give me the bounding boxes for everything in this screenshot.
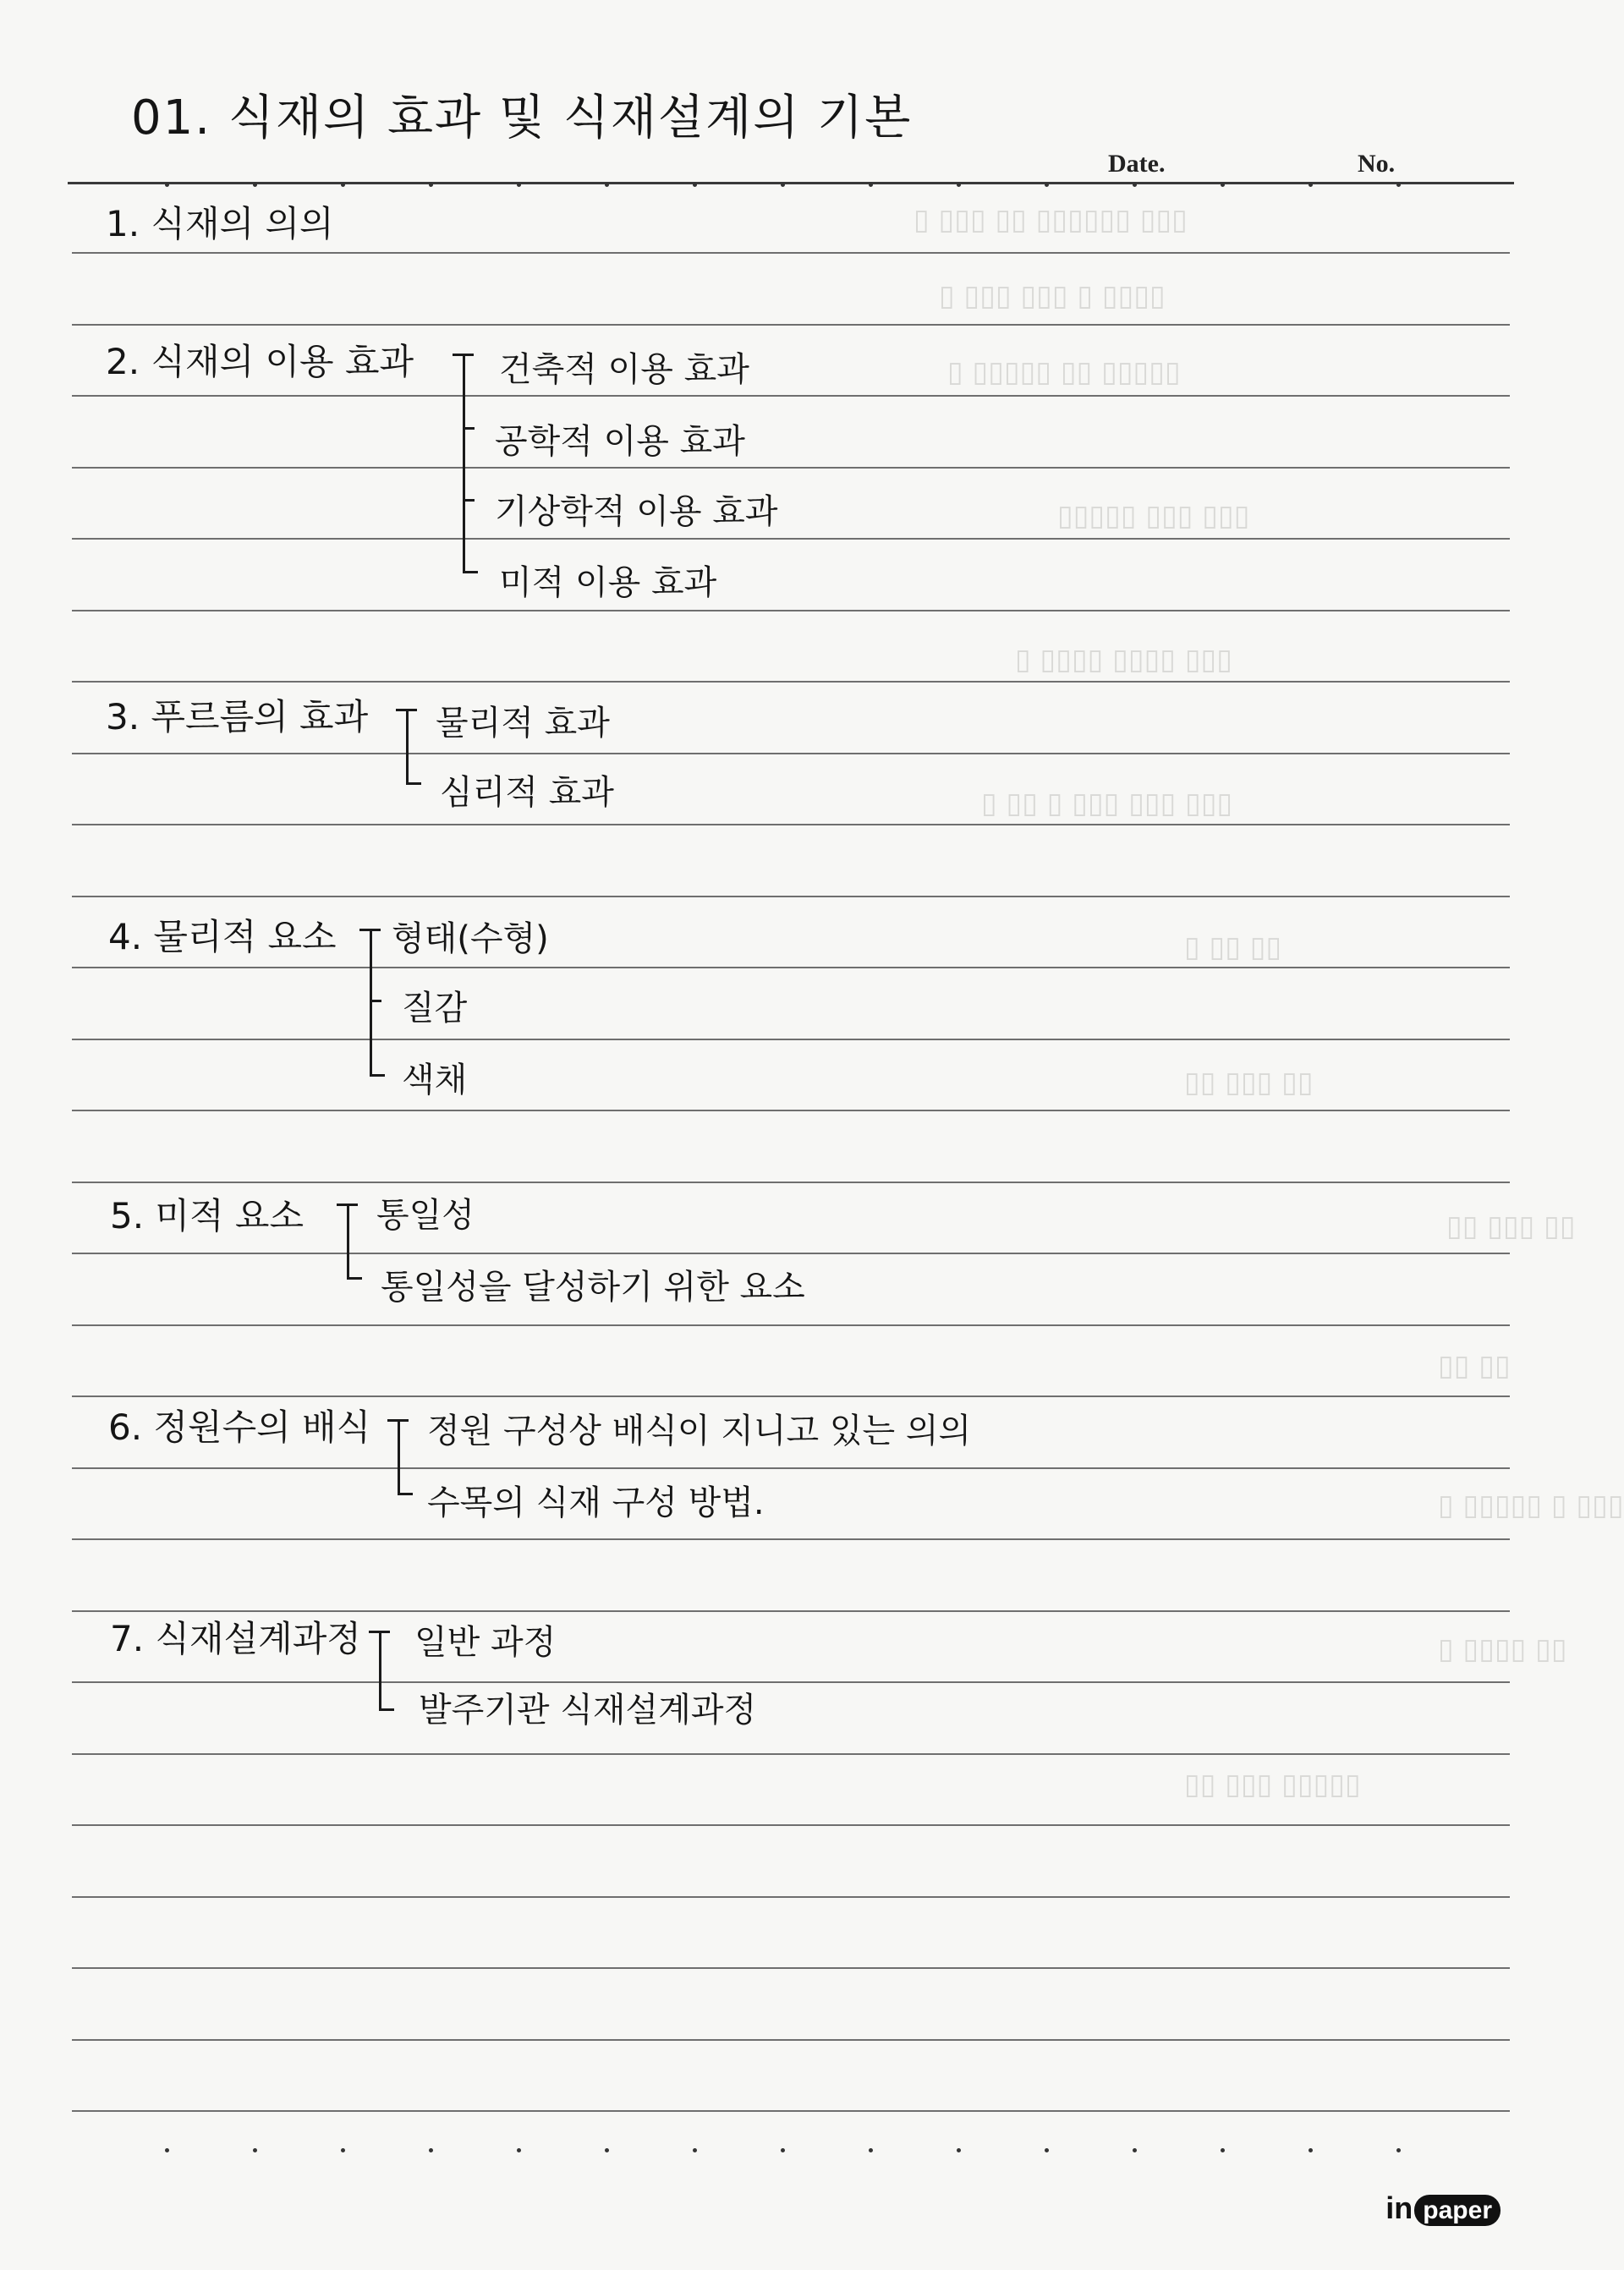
- ruler-dot: [869, 2148, 873, 2152]
- ruled-line: [72, 1753, 1510, 1755]
- bracket-tick: [387, 1419, 409, 1422]
- ruler-dot: [165, 183, 169, 187]
- ruled-line: [72, 896, 1510, 897]
- section-1-heading: 1. 식재의 의의: [106, 203, 334, 244]
- bracket-tick: [453, 354, 474, 356]
- section-5-item-2: 통일성을 달성하기 위한 요소: [381, 1268, 805, 1307]
- ruled-line: [72, 1681, 1510, 1683]
- ruled-line: [72, 1538, 1510, 1540]
- bracket-tick: [370, 1074, 385, 1077]
- section-7-item-2: 발주기관 식재설계과정: [419, 1691, 757, 1730]
- section-2-item-1: 건축적 이용 효과: [499, 350, 749, 389]
- section-5-bracket: [347, 1205, 349, 1277]
- bleed-through-decoration: ▯ ▯▯▯▯▯ ▯ ▯▯▯: [1438, 1489, 1624, 1522]
- ruler-dot: [605, 183, 609, 187]
- ruler-dot: [1045, 183, 1049, 187]
- ruler-dot: [1221, 2148, 1225, 2152]
- section-6-bracket: [398, 1421, 400, 1493]
- ruled-line: [72, 1182, 1510, 1183]
- section-3-item-2: 심리적 효과: [440, 773, 614, 812]
- inpaper-logo: in paper: [1385, 2190, 1501, 2226]
- ruler-dot: [1133, 183, 1137, 187]
- section-4-item-1: 형태(수형): [392, 919, 549, 958]
- bracket-tick: [337, 1204, 358, 1206]
- bracket-tick: [396, 709, 417, 711]
- ruler-dot: [429, 183, 433, 187]
- ruler-dot: [693, 2148, 697, 2152]
- bracket-tick: [406, 782, 421, 785]
- ruled-line: [72, 610, 1510, 611]
- ruled-line: [72, 1039, 1510, 1040]
- ruled-line: [72, 681, 1510, 683]
- bracket-tick: [463, 571, 478, 573]
- ruler-dot: [1045, 2148, 1049, 2152]
- section-4-heading: 4. 물리적 요소: [108, 916, 337, 957]
- bleed-through-decoration: ▯▯ ▯▯: [1438, 1349, 1511, 1383]
- section-2-item-3: 기상학적 이용 효과: [495, 492, 778, 531]
- section-2-heading: 2. 식재의 이용 효과: [106, 341, 414, 382]
- ruler-dot: [1221, 183, 1225, 187]
- ruler-dot: [869, 183, 873, 187]
- ruled-line: [72, 967, 1510, 968]
- bleed-through-decoration: ▯▯▯▯▯ ▯▯▯ ▯▯▯: [1057, 499, 1250, 533]
- ruler-dot: [605, 2148, 609, 2152]
- section-5-item-1: 통일성: [376, 1196, 475, 1235]
- section-3-heading: 3. 푸르름의 효과: [106, 696, 369, 737]
- ruler-dot: [253, 183, 257, 187]
- ruler-dot: [253, 2148, 257, 2152]
- page-title: 01. 식재의 효과 및 식재설계의 기본: [131, 90, 913, 145]
- section-4-bracket: [370, 930, 372, 1074]
- section-6-heading: 6. 정원수의 배식: [108, 1406, 371, 1448]
- number-label: No.: [1358, 150, 1396, 178]
- ruler-dot: [341, 2148, 345, 2152]
- bleed-through-decoration: ▯ ▯▯ ▯ ▯▯▯ ▯▯▯ ▯▯▯: [981, 787, 1233, 820]
- ruled-line: [72, 395, 1510, 397]
- section-6-item-1: 정원 구성상 배식이 지니고 있는 의의: [427, 1412, 972, 1450]
- section-6-item-2: 수목의 식재 구성 방법.: [427, 1483, 765, 1522]
- ruler-dot: [1309, 2148, 1313, 2152]
- section-7-heading: 7. 식재설계과정: [110, 1618, 361, 1659]
- ruled-line: [72, 1253, 1510, 1254]
- ruler-dot: [1396, 2148, 1401, 2152]
- ruler-dot: [1133, 2148, 1137, 2152]
- ruled-line: [72, 824, 1510, 825]
- ruler-dot: [781, 183, 785, 187]
- bracket-tick: [370, 1000, 381, 1002]
- bleed-through-decoration: ▯ ▯▯▯▯ ▯▯: [1438, 1632, 1567, 1666]
- section-3-bracket: [406, 710, 409, 782]
- section-4-item-3: 색채: [402, 1061, 468, 1099]
- ruler-dot: [781, 2148, 785, 2152]
- section-3-item-1: 물리적 효과: [436, 704, 610, 743]
- ruler-dot: [1309, 183, 1313, 187]
- bleed-through-decoration: ▯ ▯▯▯ ▯▯ ▯▯▯▯▯▯ ▯▯▯: [914, 203, 1188, 237]
- section-5-heading: 5. 미적 요소: [110, 1195, 304, 1236]
- ruled-line: [72, 1967, 1510, 1969]
- ruled-line: [72, 467, 1510, 469]
- bracket-tick: [359, 929, 381, 931]
- bracket-tick: [369, 1631, 390, 1633]
- section-2-item-2: 공학적 이용 효과: [495, 422, 745, 461]
- bracket-tick: [347, 1277, 362, 1280]
- ruled-line: [72, 2110, 1510, 2112]
- bleed-through-decoration: ▯▯ ▯▯▯ ▯▯: [1184, 1066, 1314, 1099]
- ruled-line: [72, 1324, 1510, 1326]
- bottom-dot-row: [0, 2148, 1560, 2158]
- ruler-dot: [165, 2148, 169, 2152]
- ruled-line: [72, 753, 1510, 754]
- ruled-line: [72, 1896, 1510, 1898]
- ruled-line: [72, 1467, 1510, 1469]
- bleed-through-decoration: ▯ ▯▯▯▯ ▯▯▯▯ ▯▯▯: [1015, 643, 1232, 677]
- ruled-line: [72, 252, 1510, 254]
- ruled-line: [72, 1110, 1510, 1111]
- top-dot-row: [0, 183, 1560, 193]
- ruled-line: [72, 1824, 1510, 1826]
- bleed-through-decoration: ▯ ▯▯▯▯▯ ▯▯ ▯▯▯▯▯: [947, 355, 1181, 389]
- bracket-tick: [463, 427, 475, 430]
- ruler-dot: [341, 183, 345, 187]
- ruler-dot: [957, 2148, 961, 2152]
- bracket-tick: [379, 1708, 394, 1711]
- ruled-line: [72, 538, 1510, 540]
- ruler-dot: [693, 183, 697, 187]
- ruler-dot: [517, 2148, 521, 2152]
- ruled-line: [72, 1395, 1510, 1397]
- section-7-item-1: 일반 과정: [414, 1623, 557, 1662]
- section-2-item-4: 미적 이용 효과: [499, 563, 717, 602]
- section-7-bracket: [379, 1632, 381, 1708]
- bleed-through-decoration: ▯▯ ▯▯▯ ▯▯▯▯▯: [1184, 1768, 1361, 1801]
- ruler-dot: [1396, 183, 1401, 187]
- section-4-item-2: 질감: [402, 989, 468, 1028]
- bracket-tick: [463, 499, 475, 502]
- bleed-through-decoration: ▯▯ ▯▯▯ ▯▯: [1446, 1209, 1576, 1243]
- ruled-line: [72, 2039, 1510, 2041]
- ruler-dot: [429, 2148, 433, 2152]
- section-2-bracket: [463, 355, 465, 571]
- bleed-through-decoration: ▯ ▯▯▯ ▯▯▯ ▯ ▯▯▯▯: [939, 279, 1166, 313]
- ruled-line: [72, 324, 1510, 326]
- date-label: Date.: [1108, 150, 1166, 178]
- ruler-dot: [957, 183, 961, 187]
- ruler-dot: [517, 183, 521, 187]
- bracket-tick: [398, 1493, 413, 1495]
- bleed-through-decoration: ▯ ▯▯ ▯▯: [1184, 930, 1282, 964]
